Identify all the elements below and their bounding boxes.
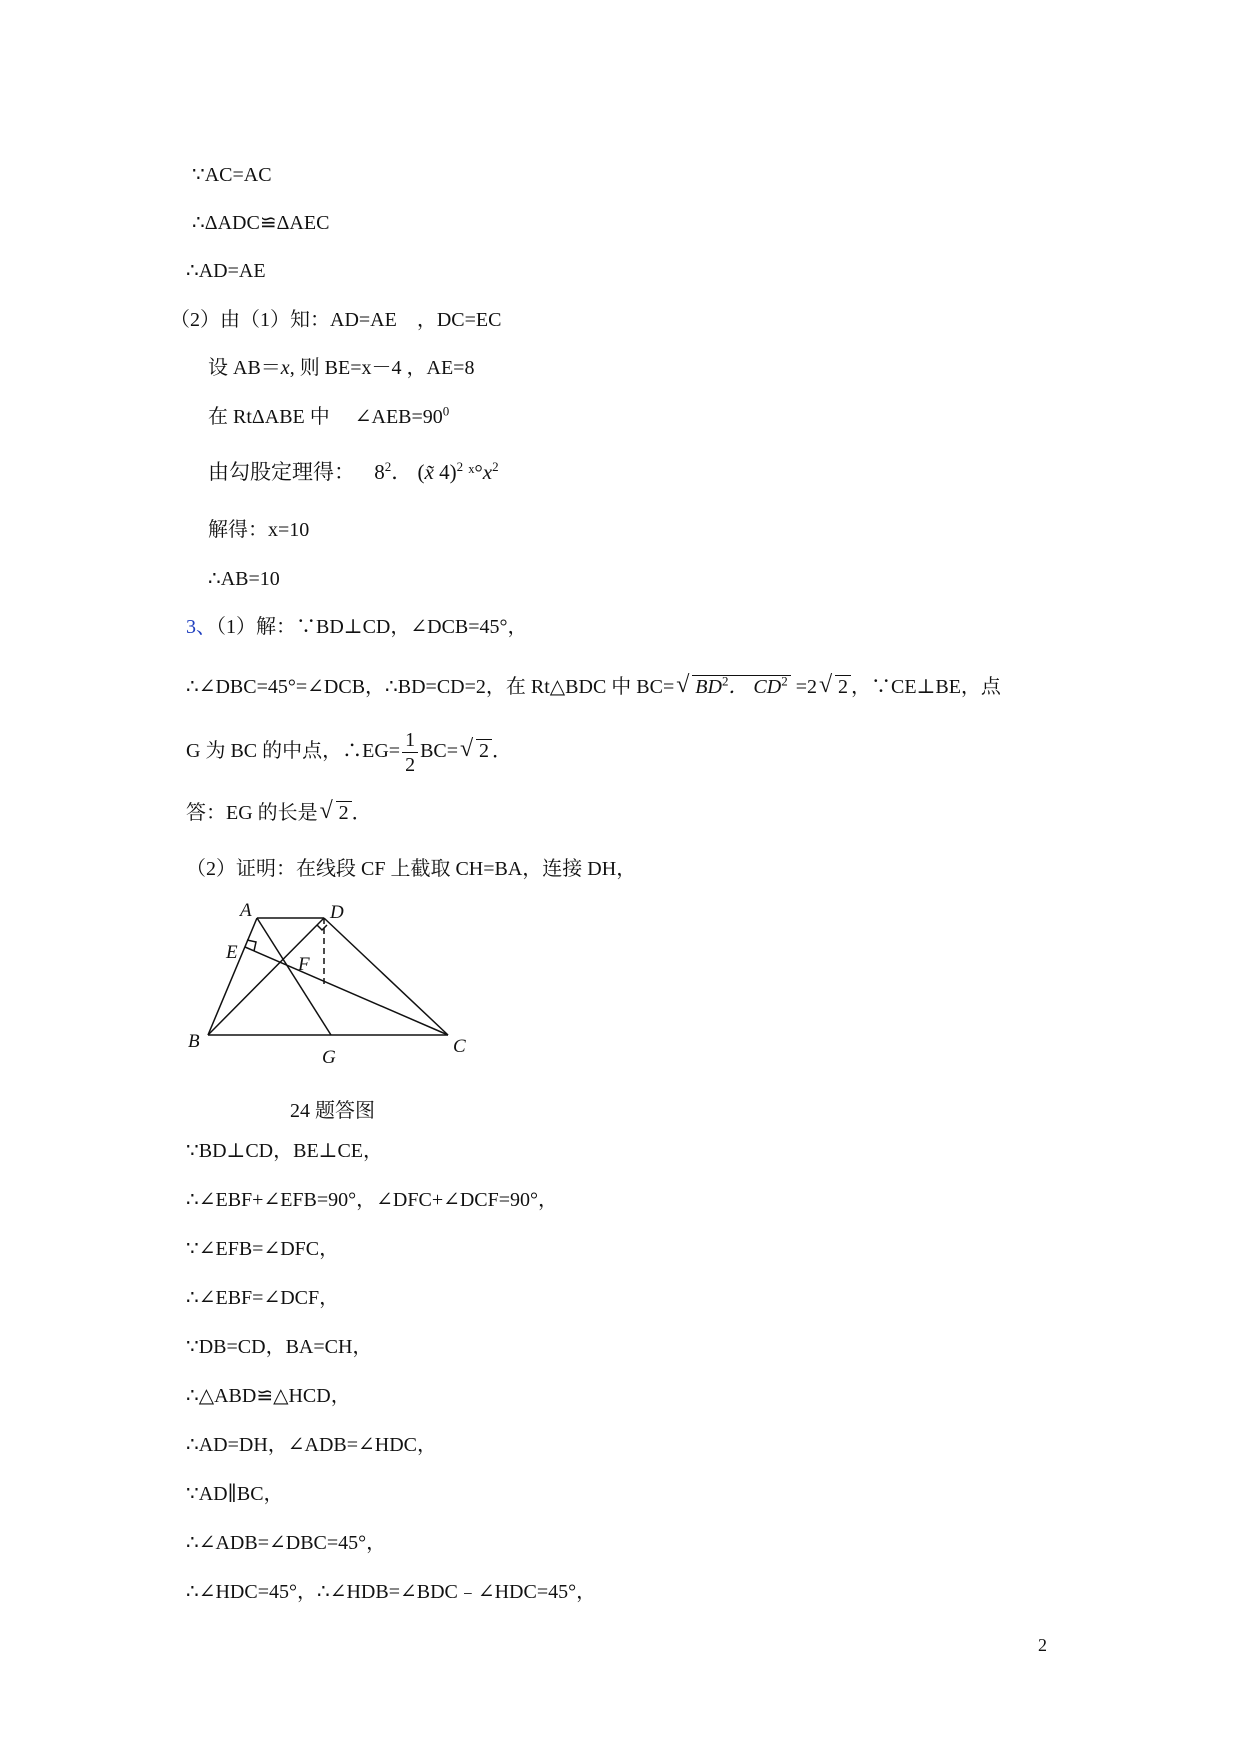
right-angle-d [317, 925, 327, 930]
segment-ec [245, 947, 448, 1035]
fraction-one-half: $\frac{1}{2}$ [402, 728, 418, 777]
segment-bd [208, 918, 324, 1035]
segment-ab [208, 918, 257, 1035]
label-a: A [240, 900, 252, 921]
page-number: 2 [1038, 1635, 1047, 1655]
label-b: B [188, 1031, 200, 1052]
segment-ag [257, 918, 331, 1035]
proof-step-5: ∵DB=CD，BA=CH， [186, 1336, 373, 1358]
label-d: D [330, 902, 344, 923]
sqrt-bd-cd: √ $BD^2$． $CD^2$ [676, 674, 790, 700]
line-set-ab: 设 AB＝x, 则 BE=x－4 ，AE=8 [208, 357, 475, 379]
line-solve-x: 解得：x=10 [208, 519, 310, 541]
sqrt-2: √ 2 [460, 722, 492, 780]
line-congruent-adc-aec: ∴ΔADC≌ΔAEC [192, 212, 330, 234]
proof-step-3: ∵∠EFB=∠DFC， [186, 1238, 340, 1260]
line-eg-half-bc: G 为 BC 的中点，∴EG= $\frac{1}{2}$ BC=√ 2 ． [186, 722, 512, 780]
label-f: F [298, 954, 310, 975]
line-part2-known: （2）由（1）知：AD=AE ，DC=EC [170, 309, 502, 331]
line-part2-proof: （2）证明：在线段 CF 上截取 CH=BA，连接 DH， [186, 858, 637, 880]
line-bc-calc: ∴∠DBC=45°=∠DCB，∴BD=CD=2，在 Rt△BDC 中 BC=√ $BD^2$． $CD^2 =2√$ 2 ，∵CE⊥BE，点 [186, 674, 1001, 700]
sqrt-2: √ 2 [320, 800, 352, 826]
line-answer-eg: 答：EG 的长是√ 2 ． [186, 800, 372, 826]
figure-caption: 24 题答图 [290, 1100, 375, 1122]
proof-step-10: ∴∠HDC=45°，∴∠HDB=∠BDC﹣∠HDC=45°， [186, 1581, 597, 1603]
proof-step-2: ∴∠EBF+∠EFB=90°，∠DFC+∠DCF=90°， [186, 1189, 559, 1211]
proof-step-8: ∵AD∥BC， [186, 1483, 284, 1505]
line-rt-abe: 在 RtΔABE 中 $\angle AEB=90^0$ [208, 403, 450, 428]
line-pythagoras: 由勾股定理得： $8^2$． (x̃ 4)$^2$ $ˣ^\circ x^2$ [208, 459, 499, 484]
line-ab-eq-10: ∴AB=10 [208, 568, 280, 590]
proof-step-7: ∴AD=DH，∠ADB=∠HDC， [186, 1434, 438, 1456]
proof-step-6: ∴△ABD≌△HCD， [186, 1385, 351, 1407]
line-ad-eq-ae: ∴AD=AE [186, 260, 266, 282]
proof-step-4: ∴∠EBF=∠DCF， [186, 1287, 340, 1309]
label-e: E [226, 942, 238, 963]
line-ac-eq-ac: ∵AC=AC [192, 164, 272, 186]
proof-step-9: ∴∠ADB=∠DBC=45°， [186, 1532, 387, 1554]
problem-3-part1: 3、（1）解：∵BD⊥CD，∠DCB=45°， [186, 616, 528, 638]
proof-step-1: ∵BD⊥CD，BE⊥CE， [186, 1140, 384, 1162]
segment-dc [324, 918, 448, 1035]
sqrt-2: √ 2 [819, 674, 851, 700]
geometry-figure [180, 890, 480, 1075]
label-g: G [322, 1047, 336, 1068]
label-c: C [453, 1036, 466, 1057]
